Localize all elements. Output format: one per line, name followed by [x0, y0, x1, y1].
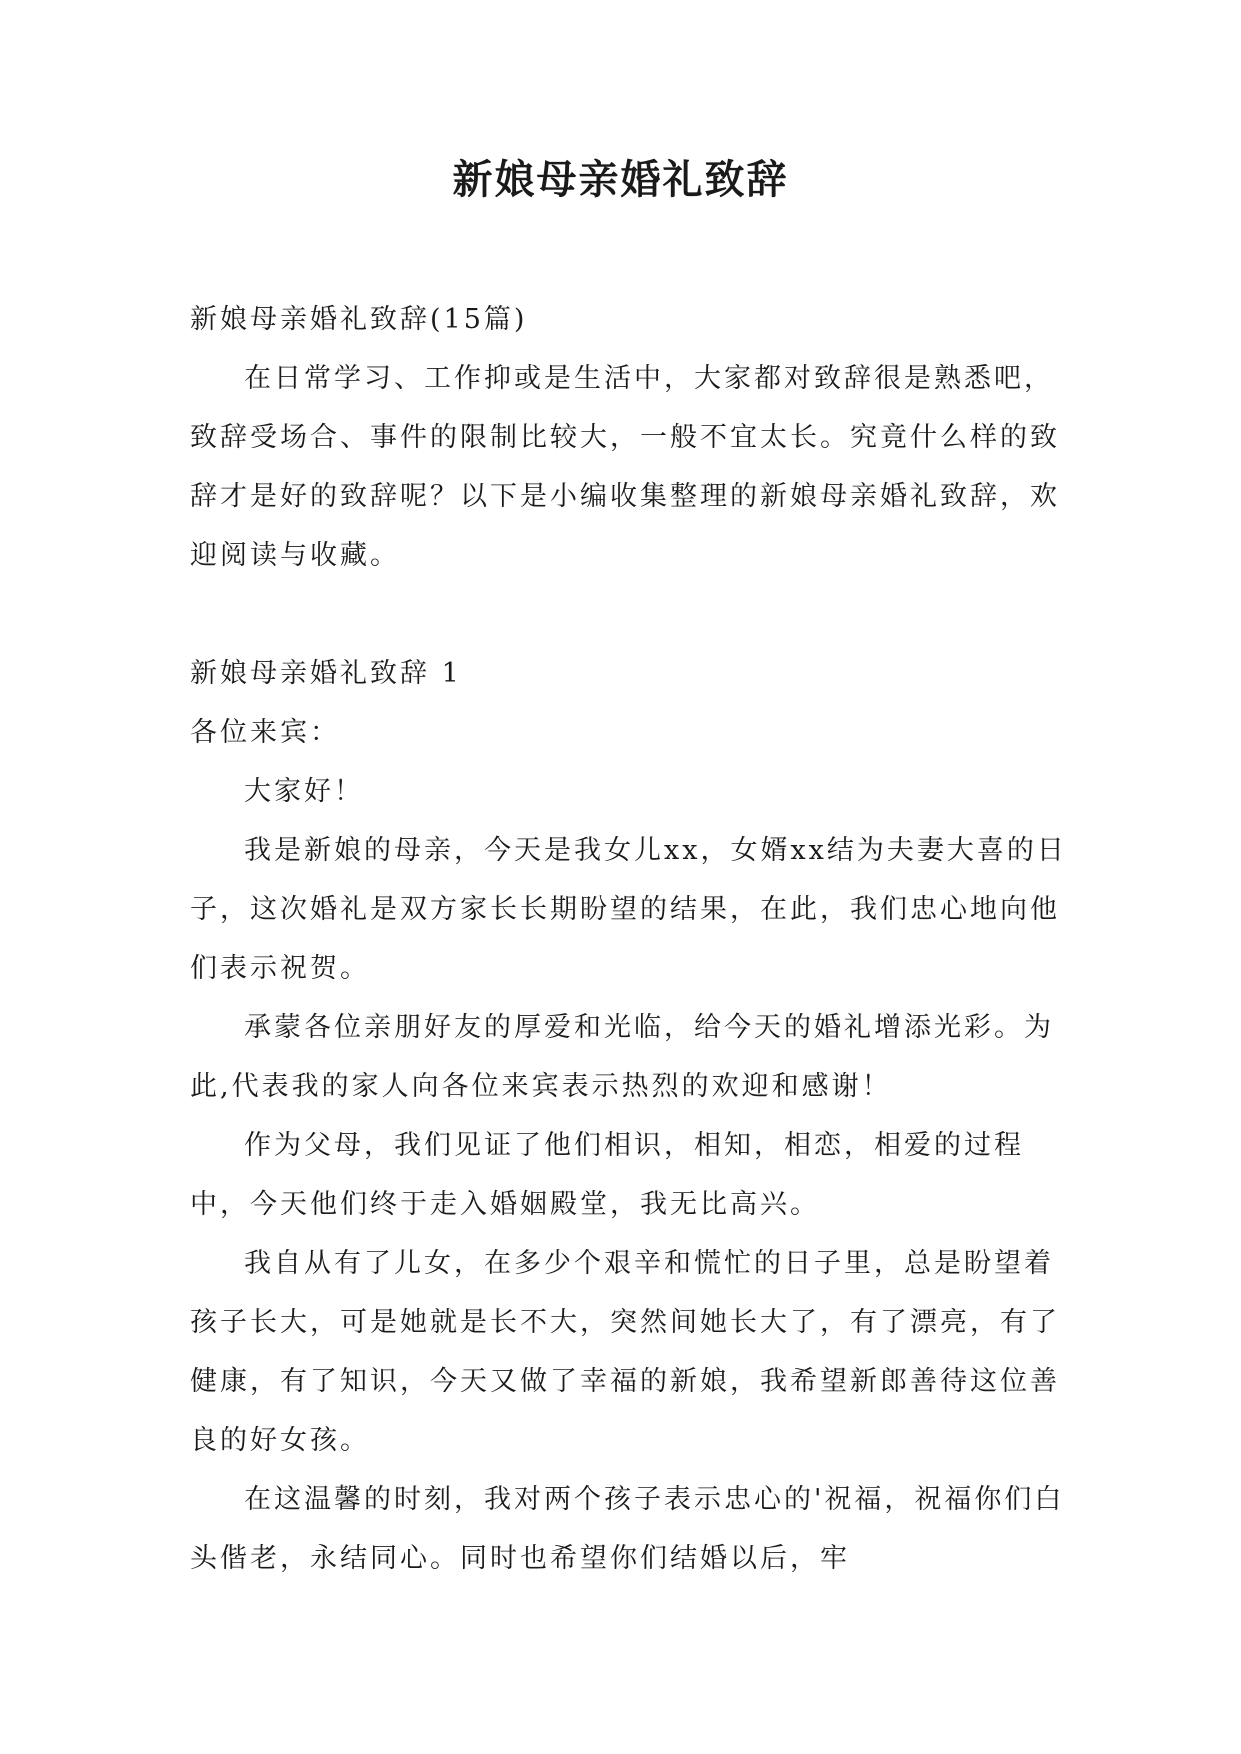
- body-paragraph: 我自从有了儿女，在多少个艰辛和慌忙的日子里，总是盼望着孩子长大，可是她就是长不大，突然间她长大了，有了漂亮，有了健康，有了知识，今天又做了幸福的新娘，我希望新郎善待这位善良的好女孩。: [190, 1248, 1060, 1456]
- intro-paragraph: 在日常学习、工作抑或是生活中，大家都对致辞很是熟悉吧，致辞受场合、事件的限制比较大，一般不宜太长。究竟什么样的致辞才是好的致辞呢？以下是小编收集整理的新娘母亲婚礼致辞，欢迎阅读与收藏。: [190, 363, 1060, 571]
- body-paragraph: 在这温馨的时刻，我对两个孩子表示忠心的'祝福，祝福你们白头偕老，永结同心。同时也希望你们结婚以后，牢: [190, 1484, 1065, 1574]
- document-title: 新娘母亲婚礼致辞: [452, 157, 789, 203]
- body-paragraph: 我是新娘的母亲，今天是我女儿xx，女婿xx结为夫妻大喜的日子，这次婚礼是双方家长长期盼望的结果，在此，我们忠心地向他们表示祝贺。: [190, 835, 1067, 984]
- greeting: 大家好！: [244, 776, 364, 807]
- collection-subtitle: 新娘母亲婚礼致辞(15篇): [190, 304, 528, 335]
- salutation: 各位来宾：: [190, 717, 340, 748]
- body-paragraph: 承蒙各位亲朋好友的厚爱和光临，给今天的婚礼增添光彩。为此,代表我的家人向各位来宾表示热烈的欢迎和感谢！: [190, 1012, 1054, 1102]
- body-paragraph: 作为父母，我们见证了他们相识，相知，相恋，相爱的过程中，今天他们终于走入婚姻殿堂，我无比高兴。: [190, 1130, 1024, 1220]
- section-heading: 新娘母亲婚礼致辞 1: [190, 658, 462, 689]
- document-body: [190, 290, 1070, 1588]
